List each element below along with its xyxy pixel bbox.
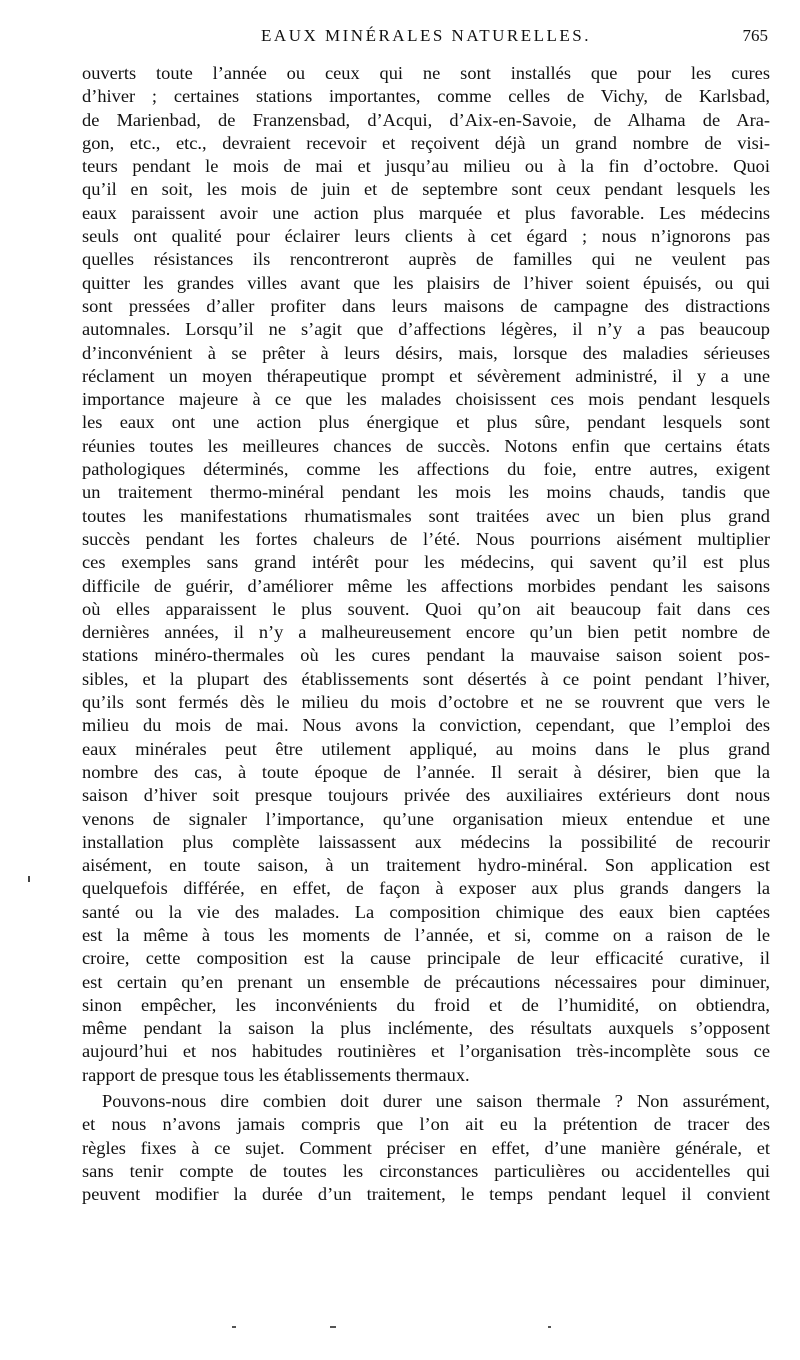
text-line: difficile de guérir, d’améliorer même les affections morbides pendant les saisons — [82, 575, 770, 596]
text-line: sibles, et la plupart des établissements sont désertés à ce point pendant l’hiver, — [82, 668, 770, 689]
text-line: réunies toutes les meilleures chances de succès. Notons enfin que certains états — [82, 435, 770, 456]
text-line: saison d’hiver soit presque toujours privée des auxiliaires extérieurs dont nous — [82, 785, 770, 806]
text-line: est la même à tous les moments de l’année, et si, comme on a raison de le — [82, 924, 770, 945]
body-text — [82, 62, 770, 1207]
running-title: EAUX MINÉRALES NATURELLES. — [261, 26, 591, 45]
text-line: un traitement thermo-minéral pendant les mois les moins chauds, tandis que — [82, 482, 770, 503]
text-line: règles fixes à ce sujet. Comment préciser en effet, d’une manière générale, et — [82, 1137, 770, 1158]
text-line: est certain qu’en prenant un ensemble de précautions nécessaires pour diminuer, — [82, 971, 770, 992]
text-line: croire, cette composition est la cause principale de leur efficacité curative, il — [82, 948, 770, 969]
text-line: rapport de presque tous les établissements thermaux. — [82, 1064, 470, 1085]
text-line: et nous n’avons jamais compris que l’on ait eu la prétention de tracer des — [82, 1114, 770, 1135]
text-line: aisément, en toute saison, à un traitement hydro-minéral. Son application est — [82, 855, 770, 876]
text-line: stations minéro-thermales où les cures pendant la mauvaise saison soient pos- — [82, 645, 770, 666]
text-line: les eaux ont une action plus énergique et plus sûre, pendant lesquels sont — [82, 412, 770, 433]
text-line: quelles résistances ils rencontreront auprès de familles qui ne veulent pas — [82, 249, 770, 270]
text-line: installation plus complète laissassent aux médecins la possibilité de recourir — [82, 831, 770, 852]
text-line: automnales. Lorsqu’il ne s’agit que d’affections légères, il n’y a pas beaucoup — [82, 319, 770, 340]
text-line: d’hiver ; certaines stations importantes, comme celles de Vichy, de Karlsbad, — [82, 86, 770, 107]
text-line: peuvent modifier la durée d’un traitement, le temps pendant lequel il convient — [82, 1184, 770, 1205]
footer-specks — [0, 1326, 800, 1330]
text-line: milieu du mois de mai. Nous avons la conviction, cependant, que l’emploi des — [82, 715, 770, 736]
text-line: aujourd’hui et nos habitudes routinières et l’organisation très-incomplète sous ce — [82, 1041, 770, 1062]
text-line: réclament un moyen thérapeutique prompt et sévèrement administré, il y a une — [82, 365, 770, 386]
paragraph — [82, 1090, 770, 1206]
text-line: venons de signaler l’importance, qu’une organisation mieux entendue et une — [82, 808, 770, 829]
text-line: dernières années, il n’y a malheureusement encore qu’un bien petit nombre de — [82, 622, 770, 643]
text-line: gon, etc., etc., devraient recevoir et reçoivent déjà un grand nombre de visi- — [82, 132, 770, 153]
text-line: Pouvons-nous dire combien doit durer une saison thermale ? Non assurément, — [102, 1091, 770, 1112]
text-line: sans tenir compte de toutes les circonstances particulières ou accidentelles qui — [82, 1160, 770, 1181]
text-line: teurs pendant le mois de mai et jusqu’au milieu ou à la fin d’octobre. Quoi — [82, 156, 770, 177]
text-line: succès pendant les fortes chaleurs de l’été. Nous pourrions aisément multiplier — [82, 528, 770, 549]
text-line: d’inconvénient à se prêter à leurs désirs, mais, lorsque des maladies sérieuses — [82, 342, 770, 363]
text-line: qu’il en soit, les mois de juin et de septembre sont ceux pendant lesquels les — [82, 179, 770, 200]
text-line: toutes les manifestations rhumatismales sont traitées avec un bien plus grand — [82, 505, 770, 526]
text-line: nombre des cas, à toute époque de l’année. Il serait à désirer, bien que la — [82, 761, 770, 782]
text-line: quitter les grandes villes avant que les plaisirs de l’hiver soient épuisés, ou qui — [82, 272, 770, 293]
text-line: importance majeure à ce que les malades choisissent ces mois pendant lesquels — [82, 389, 770, 410]
text-line: eaux minérales peut être utilement appliqué, au moins dans le plus grand — [82, 738, 770, 759]
text-line: qu’ils sont fermés dès le milieu du mois d’octobre et ne se rouvrent que vers le — [82, 692, 770, 713]
text-line: ouverts toute l’année ou ceux qui ne sont installés que pour les cures — [82, 63, 770, 83]
text-line: ces exemples sans grand intérêt pour les médecins, qui savent qu’il est plus — [82, 552, 770, 573]
paragraph — [82, 62, 770, 1087]
text-line: même pendant la saison la plus inclémente, des résultats auxquels s’opposent — [82, 1018, 770, 1039]
text-line: où elles apparaissent le plus souvent. Quoi qu’on ait beaucoup fait dans ces — [82, 598, 770, 619]
text-line: santé ou la vie des malades. La composition chimique des eaux bien captées — [82, 901, 770, 922]
text-line: eaux paraissent avoir une action plus marquée et plus favorable. Les médecins — [82, 202, 770, 223]
text-line: seuls ont qualité pour éclairer leurs clients à cet égard ; nous n’ignorons pas — [82, 226, 770, 247]
text-line: quelquefois différée, en effet, de façon à exposer aux plus grands dangers la — [82, 878, 770, 899]
text-line: sont pressées d’aller profiter dans leurs maisons de campagne des distractions — [82, 295, 770, 316]
text-line: pathologiques déterminés, comme les affections du foie, entre autres, exigent — [82, 459, 770, 480]
text-line: sinon empêcher, les inconvénients du froid et de l’humidité, on obtiendra, — [82, 994, 770, 1015]
page-number: 765 — [742, 26, 768, 45]
text-line: de Marienbad, de Franzensbad, d’Acqui, d’Aix-en-Savoie, de Alhama de Ara- — [82, 109, 770, 130]
margin-mark — [28, 876, 30, 882]
running-head — [82, 24, 770, 48]
